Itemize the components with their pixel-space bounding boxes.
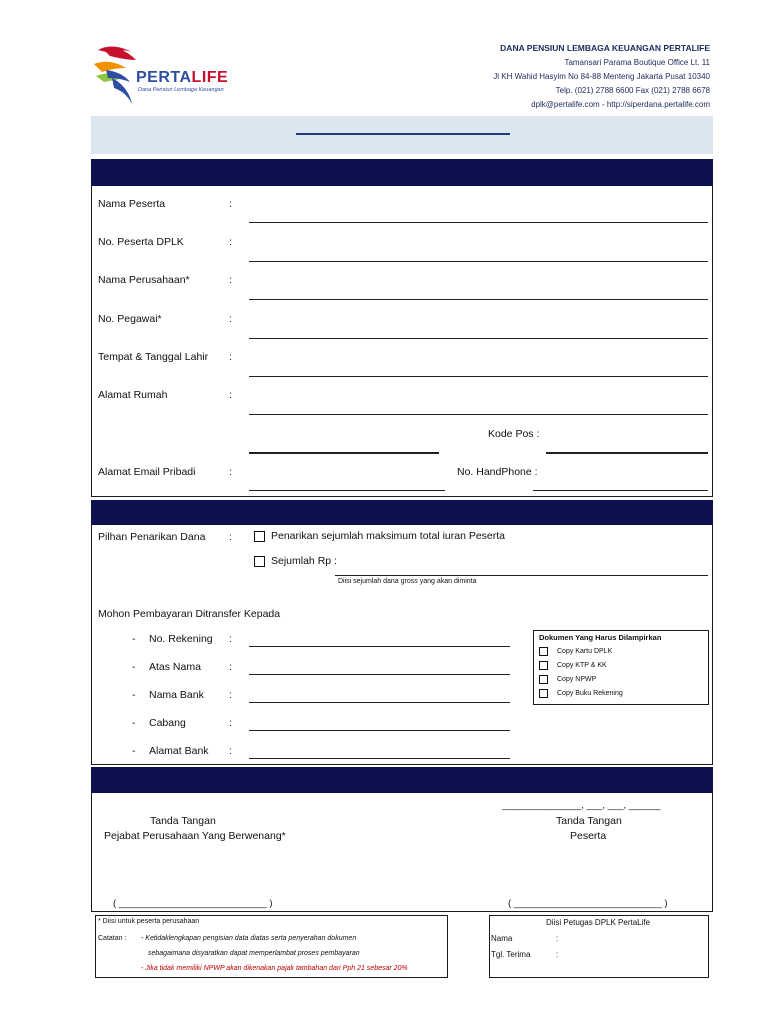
catatan-line-3: - Jika tidak memiliki NPWP akan dikenakan pajak tambahan dari Pph 21 sebesar 20% [141,965,408,972]
right-name-line[interactable]: ( ____________________________ ) [508,898,668,909]
input-alamat[interactable] [249,414,708,415]
label-no-peserta: No. Peserta DPLK [98,236,184,248]
colon: : [229,531,232,543]
option2-label: Sejumlah Rp : [271,555,337,567]
input-sejumlah-rp[interactable] [335,575,708,576]
petugas-title: Diisi Petugas DPLK PertaLife [546,918,651,927]
input-hp[interactable] [533,490,708,491]
label-email: Alamat Email Pribadi [98,466,196,478]
company-phone: Telp. (021) 2788 6600 Fax (021) 2788 6678 [555,86,710,95]
dash: - [132,745,136,757]
label-no-pegawai: No. Pegawai* [98,313,162,325]
label-alamat: Alamat Rumah [98,389,168,401]
colon: : [229,313,232,325]
title-band [91,116,713,154]
section1-header [91,159,713,186]
right-sig-subtitle: Peserta [570,830,607,842]
doc-checkbox-rekening[interactable] [539,689,548,698]
sejumlah-note: Diisi sejumlah dana gross yang akan diminta [338,578,477,585]
colon: : [229,717,232,729]
label-hp: No. HandPhone : [457,466,538,478]
label-cabang: Cabang [149,717,186,729]
title-underline [296,133,510,135]
label-alamat-bank: Alamat Bank [149,745,209,757]
right-sig-title: Tanda Tangan [556,815,622,827]
label-nama-bank: Nama Bank [149,689,204,701]
doc-label-rekening: Copy Buku Rekening [557,690,623,697]
label-atas-nama: Atas Nama [149,661,201,673]
dash: - [132,689,136,701]
colon: : [229,745,232,757]
left-name-line[interactable]: ( ____________________________ ) [113,898,273,909]
catatan-line-1: - Ketidaklengkapan pengisian data diatas serta penyerahan dokumen [141,935,357,942]
left-sig-title: Tanda Tangan [150,815,216,827]
option1-label: Penarikan sejumlah maksimum total iuran Peserta [271,530,506,542]
date-line[interactable]: _______________, ___, ___, ______ [502,800,661,811]
company-address-2: Jl KH Wahid Hasyim No 84-88 Menteng Jakarta Pusat 10340 [493,72,710,81]
section3-header [91,767,713,793]
doc-label-npwp: Copy NPWP [557,676,597,683]
colon: : [556,934,559,943]
doc-label-ktp: Copy KTP & KK [557,662,607,669]
colon: : [229,236,232,248]
company-web: dplk@pertalife.com - http://siperdana.pertalife.com [531,100,710,109]
label-ttl: Tempat & Tanggal Lahir [98,351,209,363]
logo-text: PERTALIFE [136,69,229,86]
doc-checkbox-kartu[interactable] [539,647,548,656]
logo-tagline: Dana Pensiun Lembaga Keuangan [138,87,224,93]
label-kode-pos: Kode Pos : [488,428,540,440]
colon: : [229,274,232,286]
input-nama-perusahaan[interactable] [249,299,708,300]
input-nama-bank[interactable] [249,702,510,703]
label-pilihan: Pilhan Penarikan Dana [98,531,206,543]
doc-checkbox-npwp[interactable] [539,675,548,684]
input-kode-pos[interactable] [546,452,708,454]
label-nama-perusahaan: Nama Perusahaan* [98,274,190,286]
input-ttl[interactable] [249,376,708,377]
option1-checkbox[interactable] [254,531,265,542]
catatan-label: Catatan : [98,935,127,942]
input-email[interactable] [249,490,445,491]
section2-header [91,500,713,525]
colon: : [229,198,232,210]
dash: - [132,717,136,729]
input-alamat-bank[interactable] [249,758,510,759]
input-alamat-2[interactable] [249,452,439,454]
company-address-1: Tamansari Parama Boutique Office Lt. 11 [564,58,710,67]
transfer-title: Mohon Pembayaran Ditransfer Kepada [98,608,281,620]
catatan-line-2: sebagaimana disyaratkan dapat memperlambat proses pembayaran [148,950,360,957]
colon: : [229,351,232,363]
option2-checkbox[interactable] [254,556,265,567]
colon: : [229,661,232,673]
doc-checkbox-ktp[interactable] [539,661,548,670]
section1-box [91,186,713,497]
label-nama-peserta: Nama Peserta [98,198,166,210]
dash: - [132,661,136,673]
colon: : [229,466,232,478]
left-sig-subtitle: Pejabat Perusahaan Yang Berwenang* [104,830,286,842]
input-no-pegawai[interactable] [249,338,708,339]
note-star: * Diisi untuk peserta perusahaan [98,918,200,925]
input-cabang[interactable] [249,730,510,731]
input-nama-peserta[interactable] [249,222,708,223]
input-atas-nama[interactable] [249,674,510,675]
input-no-peserta[interactable] [249,261,708,262]
doc-label-kartu: Copy Kartu DPLK [557,648,613,655]
colon: : [229,689,232,701]
dash: - [132,633,136,645]
colon: : [556,950,559,959]
colon: : [229,389,232,401]
petugas-tgl-label: Tgl. Terima [491,950,531,959]
petugas-nama-label: Nama [491,934,513,943]
input-no-rekening[interactable] [249,646,510,647]
company-name: DANA PENSIUN LEMBAGA KEUANGAN PERTALIFE [500,43,710,53]
label-no-rekening: No. Rekening [149,633,213,645]
colon: : [229,633,232,645]
documents-title: Dokumen Yang Harus Dilampirkan [539,633,662,642]
